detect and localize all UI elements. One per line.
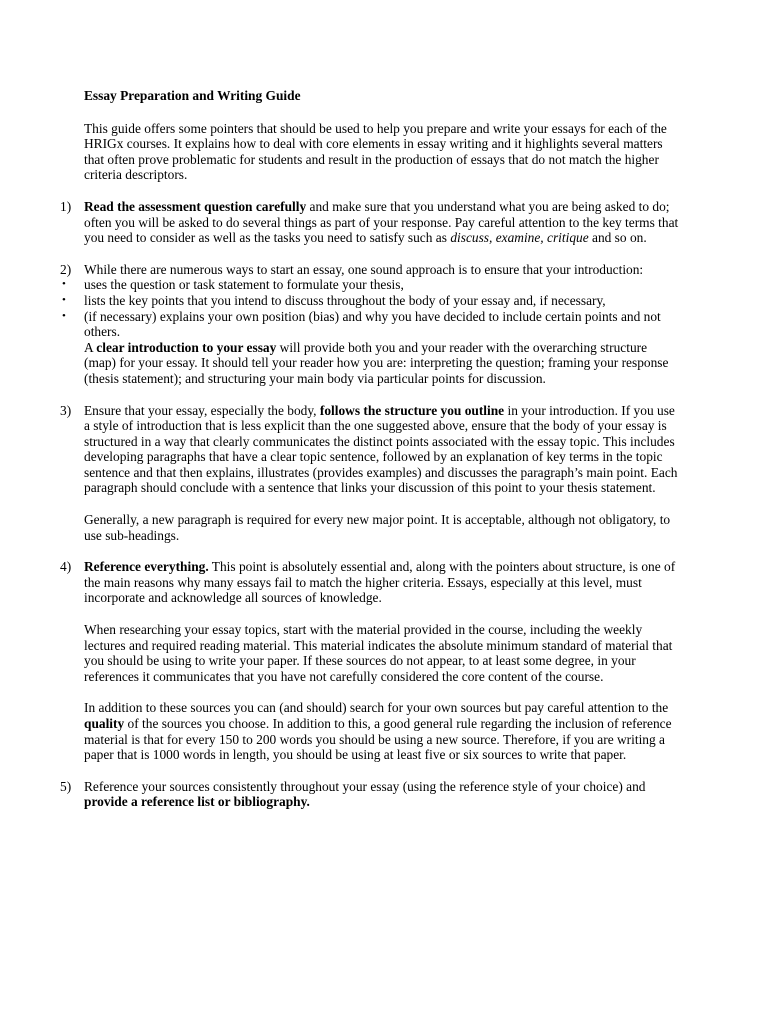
list-item-5 xyxy=(60,778,680,810)
item-5-text: Reference your sources consistently throughout your essay (using the reference style of your choice) and provide a reference list or bibliography. xyxy=(84,778,646,810)
document-title: Essay Preparation and Writing Guide xyxy=(84,88,301,103)
item-2-text: While there are numerous ways to start an essay, one sound approach is to ensure that your introduction: xyxy=(84,261,644,277)
bullet-item: • lists the key points that you intend to discuss throughout the body of your essay and, if necessary, xyxy=(62,292,606,308)
item-1-italic: discuss, examine, critique xyxy=(450,230,589,246)
item-number: 5) xyxy=(60,778,72,794)
research-paragraph: When researching your essay topics, start with the material provided in the course, including the weekly lectures and required reading material. This material indicates the absolute minimum standard of material that you should be using to write your paper. If these sources do not appear, to at least some degree, in your references it communicates that you have not carefully considered the core content of the course. xyxy=(84,622,673,684)
item-1-text: Read the assessment question carefully and make sure that you understand what you are being asked to do; often you will be asked to do several things as part of your response. Pay careful attention to the key terms that you need to consider as well as the tasks you need to satisfy such as discuss, examine, critique and so on. xyxy=(84,198,679,246)
bullet-icon: • xyxy=(62,293,66,306)
list-item-1 xyxy=(60,198,680,246)
bullet-item: • uses the question or task statement to formulate your thesis, xyxy=(62,277,404,293)
document-body xyxy=(60,88,680,810)
paragraph-note: Generally, a new paragraph is required for every new major point. It is acceptable, although not obligatory, to use sub-headings. xyxy=(84,512,671,543)
sources-paragraph: In addition to these sources you can (and should) search for your own sources but pay careful attention to the quality of the sources you choose. In addition to this, a good general rule regarding the inclusion of reference material is that for every 150 to 200 words you should be using a new source. Therefore, if you are writing a paper that is 1000 words in length, you should be using at least five or six sources to write that paper. xyxy=(84,700,672,763)
bullet-list xyxy=(62,277,680,340)
list-item-3 xyxy=(60,402,680,497)
bullet-item: • (if necessary) explains your own position (bias) and why you have decided to include certain points and not others. xyxy=(62,308,661,340)
list-item-4 xyxy=(60,559,680,606)
item-number: 4) xyxy=(60,559,72,575)
item-4-text: Reference everything. This point is absolutely essential and, along with the pointers about structure, is one of the main reasons why many essays fail to match the higher criteria. Essays, especially at this level, must incorporate and acknowledge all sources of knowledge. xyxy=(84,559,676,606)
bullet-icon: • xyxy=(62,278,66,291)
list-item-2 xyxy=(60,261,680,278)
item-number: 2) xyxy=(60,261,72,277)
item-number: 1) xyxy=(60,198,72,214)
intro-explanation-paragraph: A clear introduction to your essay will provide both you and your reader with the overarching structure (map) for your essay. It should tell your reader how you are: interpreting the question; framing your response (thesis statement); and structuring your main body via particular points for discussion. xyxy=(84,339,669,386)
bullet-icon: • xyxy=(62,309,66,322)
item-3-text: Ensure that your essay, especially the body, follows the structure you outline in your introduction. If you use a style of introduction that is less explicit than the one suggested above, ensure that the body of your essay is structured in a way that clearly communicates the distinct points associated with the essay topic. This includes developing paragraphs that have a clear topic sentence, followed by an explanation of key terms in the topic sentence and that then explains, illustrates (provides examples) and discusses the paragraph’s main point. Each paragraph should conclude with a sentence that links your discussion of this point to your thesis statement. xyxy=(84,402,678,496)
item-number: 3) xyxy=(60,402,72,418)
intro-paragraph: This guide offers some pointers that should be used to help you prepare and write your essays for each of the HRIGx courses. It explains how to deal with core elements in essay writing and it highlights several matters that often prove problematic for students and result in the production of essays that do not match the higher criteria descriptors. xyxy=(84,120,667,183)
item-1-bold: Read the assessment question carefully xyxy=(84,198,307,214)
